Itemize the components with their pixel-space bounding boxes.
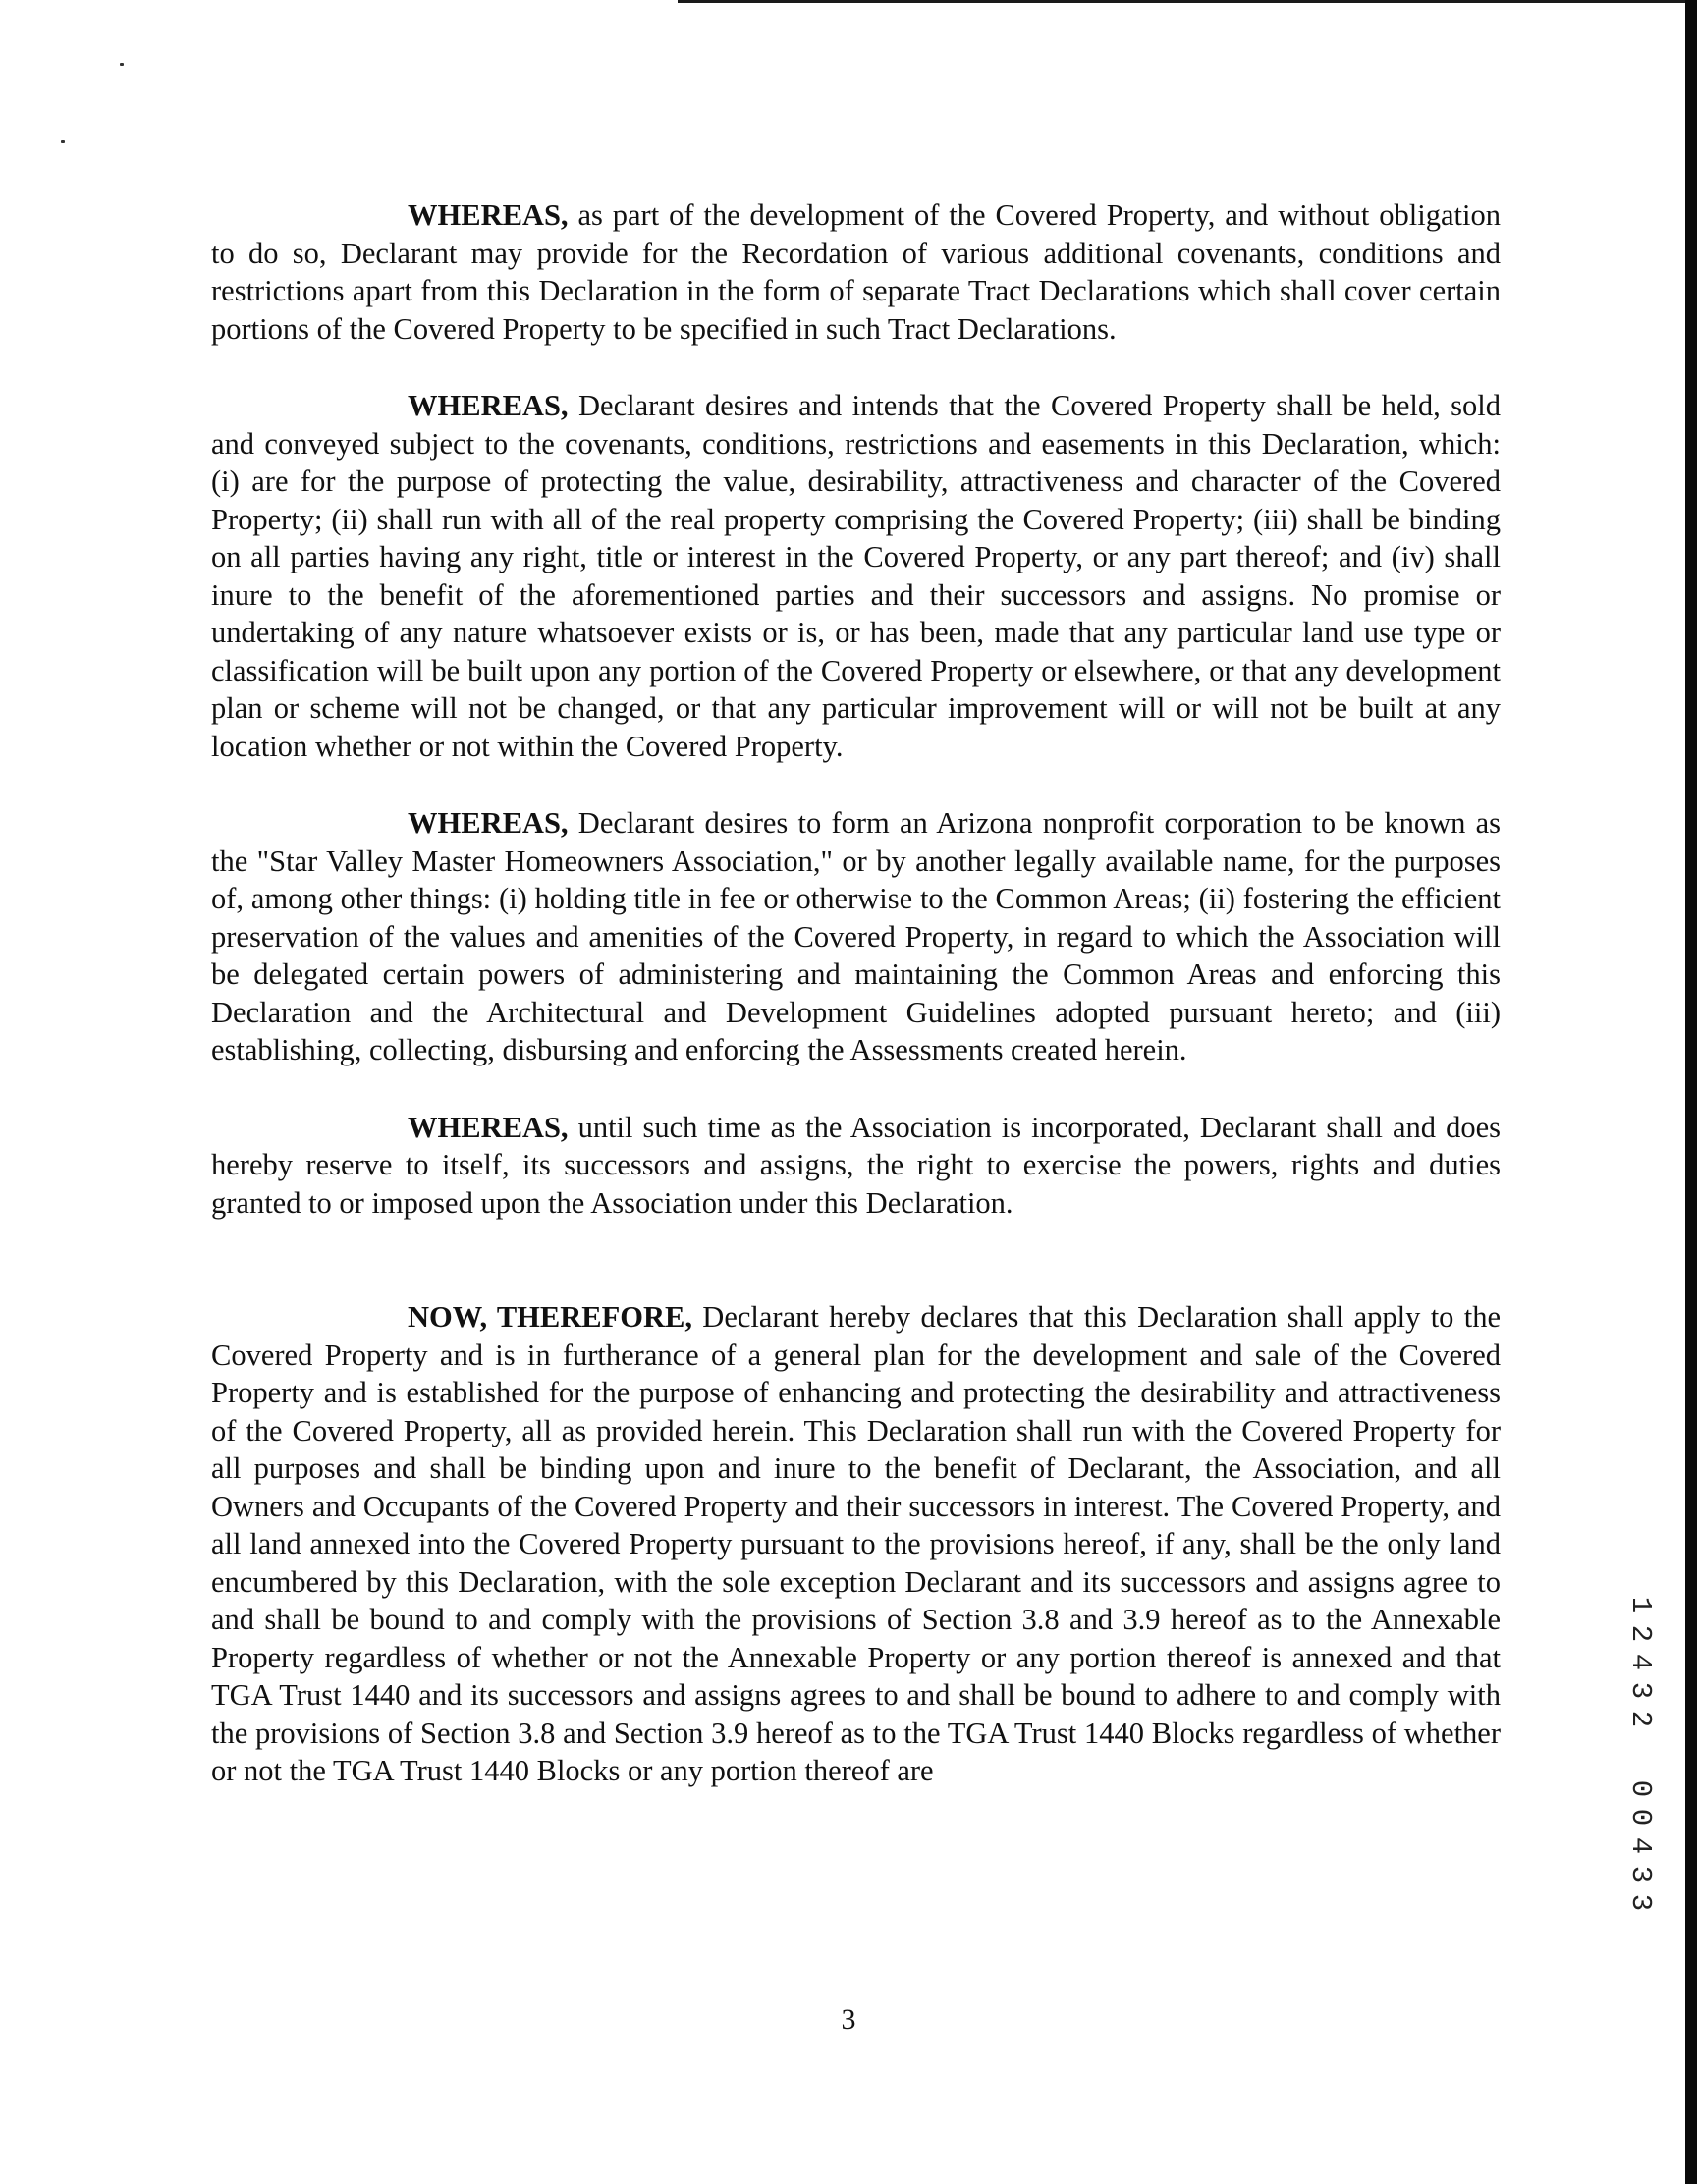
paragraph-whereas-association <box>211 804 1501 1069</box>
paragraph-text: until such time as the Association is incorporated, Declarant shall and does hereby reserve to itself, its successors and assigns, the right to exercise the powers, rights and duties granted to or imposed upon the Association under this Declaration. <box>211 1110 1501 1220</box>
paragraph-lead: WHEREAS, <box>408 1110 569 1144</box>
recording-stamp <box>1624 1591 1658 1917</box>
paragraph-lead: WHEREAS, <box>408 806 569 840</box>
stamp-digit: 1 <box>1624 1596 1658 1614</box>
stamp-digit: 4 <box>1624 1836 1658 1855</box>
paragraph-text: Declarant desires to form an Arizona nonprofit corporation to be known as the "Star Valley Master Homeowners Association," or by another legally available name, for the purposes of, among other things: (i) holding title in fee or otherwise to the Common Areas; (ii) fostering the efficient preservation of the values and amenities of the Covered Property, in regard to which the Association will be delegated certain powers of administering and maintaining the Common Areas and enforcing this Declaration and the Architectural and Development Guidelines adopted pursuant hereto; and (iii) establishing, collecting, disbursing and enforcing the Assessments created herein. <box>211 806 1501 1066</box>
paragraph-whereas-tract-declarations <box>211 196 1501 348</box>
scan-top-edge <box>678 0 1697 3</box>
paragraph-now-therefore <box>211 1298 1501 1790</box>
scan-speck <box>61 140 65 143</box>
document-body <box>211 196 1501 1790</box>
stamp-digit: 4 <box>1624 1653 1658 1671</box>
stamp-digit: 3 <box>1624 1893 1658 1912</box>
page-number: 3 <box>841 2003 856 2036</box>
stamp-digit: 2 <box>1624 1624 1658 1643</box>
stamp-digit: 2 <box>1624 1710 1658 1728</box>
stamp-digit: 3 <box>1624 1681 1658 1700</box>
stamp-digit: 0 <box>1624 1808 1658 1827</box>
scan-right-edge <box>1685 0 1697 2184</box>
stamp-digit: 0 <box>1624 1779 1658 1798</box>
paragraph-text: Declarant desires and intends that the Covered Property shall be held, sold and conveyed subject to the covenants, conditions, restrictions and easements in this Declaration, which: (i) are for the purpose of protecting the value, desirability, attractiveness and character of the Covered Property; (ii) shall run with all of the real property comprising the Covered Property; (iii) shall be binding on all parties having any right, title or interest in the Covered Property, or any part thereof; and (iv) shall inure to the benefit of the aforementioned parties and their successors and assigns. No promise or undertaking of any nature whatsoever exists or is, or has been, made that any particular land use type or classification will be built upon any portion of the Covered Property or elsewhere, or that any development plan or scheme will not be changed, or that any particular improvement will or will not be built at any location whether or not within the Covered Property. <box>211 389 1501 763</box>
paragraph-lead: WHEREAS, <box>408 198 569 232</box>
paragraph-whereas-reserve-powers <box>211 1109 1501 1223</box>
paragraph-lead: WHEREAS, <box>408 389 569 422</box>
paragraph-text: Declarant hereby declares that this Declaration shall apply to the Covered Property and is in furtherance of a general plan for the development and sale of the Covered Property and is established for the purpose of enhancing and protecting the desirability and attractiveness of the Covered Property, all as provided herein. This Declaration shall run with the Covered Property for all purposes and shall be binding upon and inure to the benefit of Declarant, the Association, and all Owners and Occupants of the Covered Property and their successors in interest. The Covered Property, and all land annexed into the Covered Property pursuant to the provisions hereof, if any, shall be the only land encumbered by this Declaration, with the sole exception Declarant and its successors and assigns agree to and shall be bound to and comply with the provisions of Section 3.8 and 3.9 hereof as to the Annexable Property regardless of whether or not the Annexable Property or any portion thereof is annexed and that TGA Trust 1440 and its successors and assigns agrees to and shall be bound to adhere to and comply with the provisions of Section 3.8 and Section 3.9 hereof as to the TGA Trust 1440 Blocks regardless of whether or not the TGA Trust 1440 Blocks or any portion thereof are <box>211 1300 1501 1787</box>
stamp-digit: 3 <box>1624 1865 1658 1884</box>
paragraph-lead: NOW, THEREFORE, <box>408 1300 692 1334</box>
paragraph-whereas-covered-property <box>211 387 1501 765</box>
paragraph-text: as part of the development of the Covered Property, and without obligation to do so, Declarant may provide for the Recordation of various additional covenants, conditions and restrictions apart from this Declaration in the form of separate Tract Declarations which shall cover certain portions of the Covered Property to be specified in such Tract Declarations. <box>211 198 1501 346</box>
scan-speck <box>120 63 124 66</box>
